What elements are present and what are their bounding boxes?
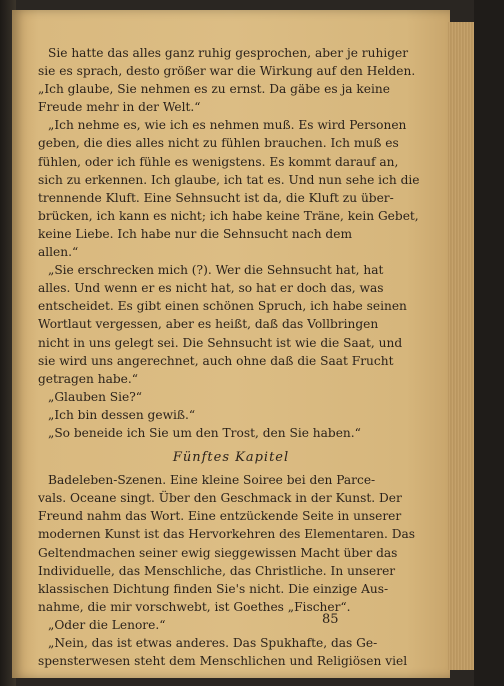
text-line: modernen Kunst ist das Hervorkehren des Elementaren. Das (38, 527, 415, 542)
text-line: Freund nahm das Wort. Eine entzückende Seite in unserer (38, 509, 402, 524)
text-line: allen.“ (38, 245, 79, 260)
page-number: 85 (322, 612, 339, 627)
text-line: Badeleben-Szenen. Eine kleine Soiree bei den Parce- (48, 473, 376, 488)
text-line: Freude mehr in der Welt.“ (38, 100, 201, 115)
text-line: nicht in uns gelegt sei. Die Sehnsucht ist wie die Saat, und (38, 335, 403, 350)
page-text (38, 44, 424, 670)
text-line: geben, die dies alles nicht zu fühlen brauchen. Ich muß es (38, 136, 399, 151)
text-line: klassischen Dichtung finden Sie's nicht. Die einzige Aus- (38, 581, 389, 596)
text-line: „Glauben Sie?“ (48, 389, 143, 404)
text-line: fühlen, oder ich fühle es wenigstens. Es kommt darauf an, (38, 154, 399, 169)
text-line: spensterwesen steht dem Menschlichen und Religiösen viel (38, 654, 408, 669)
text-line: alles. Und wenn er es nicht hat, so hat er doch das, was (38, 281, 384, 296)
text-line: „Nein, das ist etwas anderes. Das Spukhafte, das Ge- (48, 636, 378, 650)
text-line: „Oder die Lenore.“ (48, 617, 166, 632)
text-line: Individuelle, das Menschliche, das Christliche. In unserer (38, 563, 396, 578)
text-line: trennende Kluft. Eine Sehnsucht ist da, die Kluft zu über- (38, 190, 394, 205)
chapter-heading: Fünftes Kapitel (172, 450, 290, 466)
text-line: „So beneide ich Sie um den Trost, den Sie haben.“ (48, 425, 361, 440)
text-line: Sie hatte das alles ganz ruhig gesprochen, aber je ruhiger (48, 46, 409, 60)
text-line: sie wird uns angerechnet, auch ohne daß die Saat Frucht (38, 353, 394, 368)
text-line: Geltendmachen seiner ewig sieggewissen Macht über das (38, 545, 398, 560)
text-line: „Ich glaube, Sie nehmen es zu ernst. Da gäbe es ja keine (38, 82, 390, 97)
text-line: nahme, die mir vorschwebt, ist Goethes „Fischer“. (38, 599, 351, 614)
text-line: entscheidet. Es gibt einen schönen Spruch, ich habe seinen (38, 299, 407, 314)
text-line: sie es sprach, desto größer war die Wirkung auf den Helden. (38, 64, 416, 79)
text-line: „Ich nehme es, wie ich es nehmen muß. Es wird Personen (48, 118, 407, 133)
text-line: getragen habe.“ (38, 371, 138, 386)
text-line: Wortlaut vergessen, aber es heißt, daß das Vollbringen (38, 317, 379, 332)
book-cover-edge (474, 0, 504, 686)
text-line: vals. Oceane singt. Über den Geschmack in der Kunst. Der (38, 491, 402, 506)
text-line: sich zu erkennen. Ich glaube, ich tat es. Und nun sehe ich die (38, 172, 420, 187)
text-line: „Ich bin dessen gewiß.“ (48, 407, 196, 422)
text-line: „Sie erschrecken mich (?). Wer die Sehnsucht hat, hat (48, 263, 384, 278)
page-stack-edges (448, 22, 474, 670)
text-before-chapter (38, 44, 424, 442)
text-line: brücken, ich kann es nicht; ich habe keine Träne, kein Gebet, (38, 208, 419, 223)
text-after-chapter (38, 471, 424, 670)
text-line: keine Liebe. Ich habe nur die Sehnsucht nach dem (38, 226, 352, 241)
